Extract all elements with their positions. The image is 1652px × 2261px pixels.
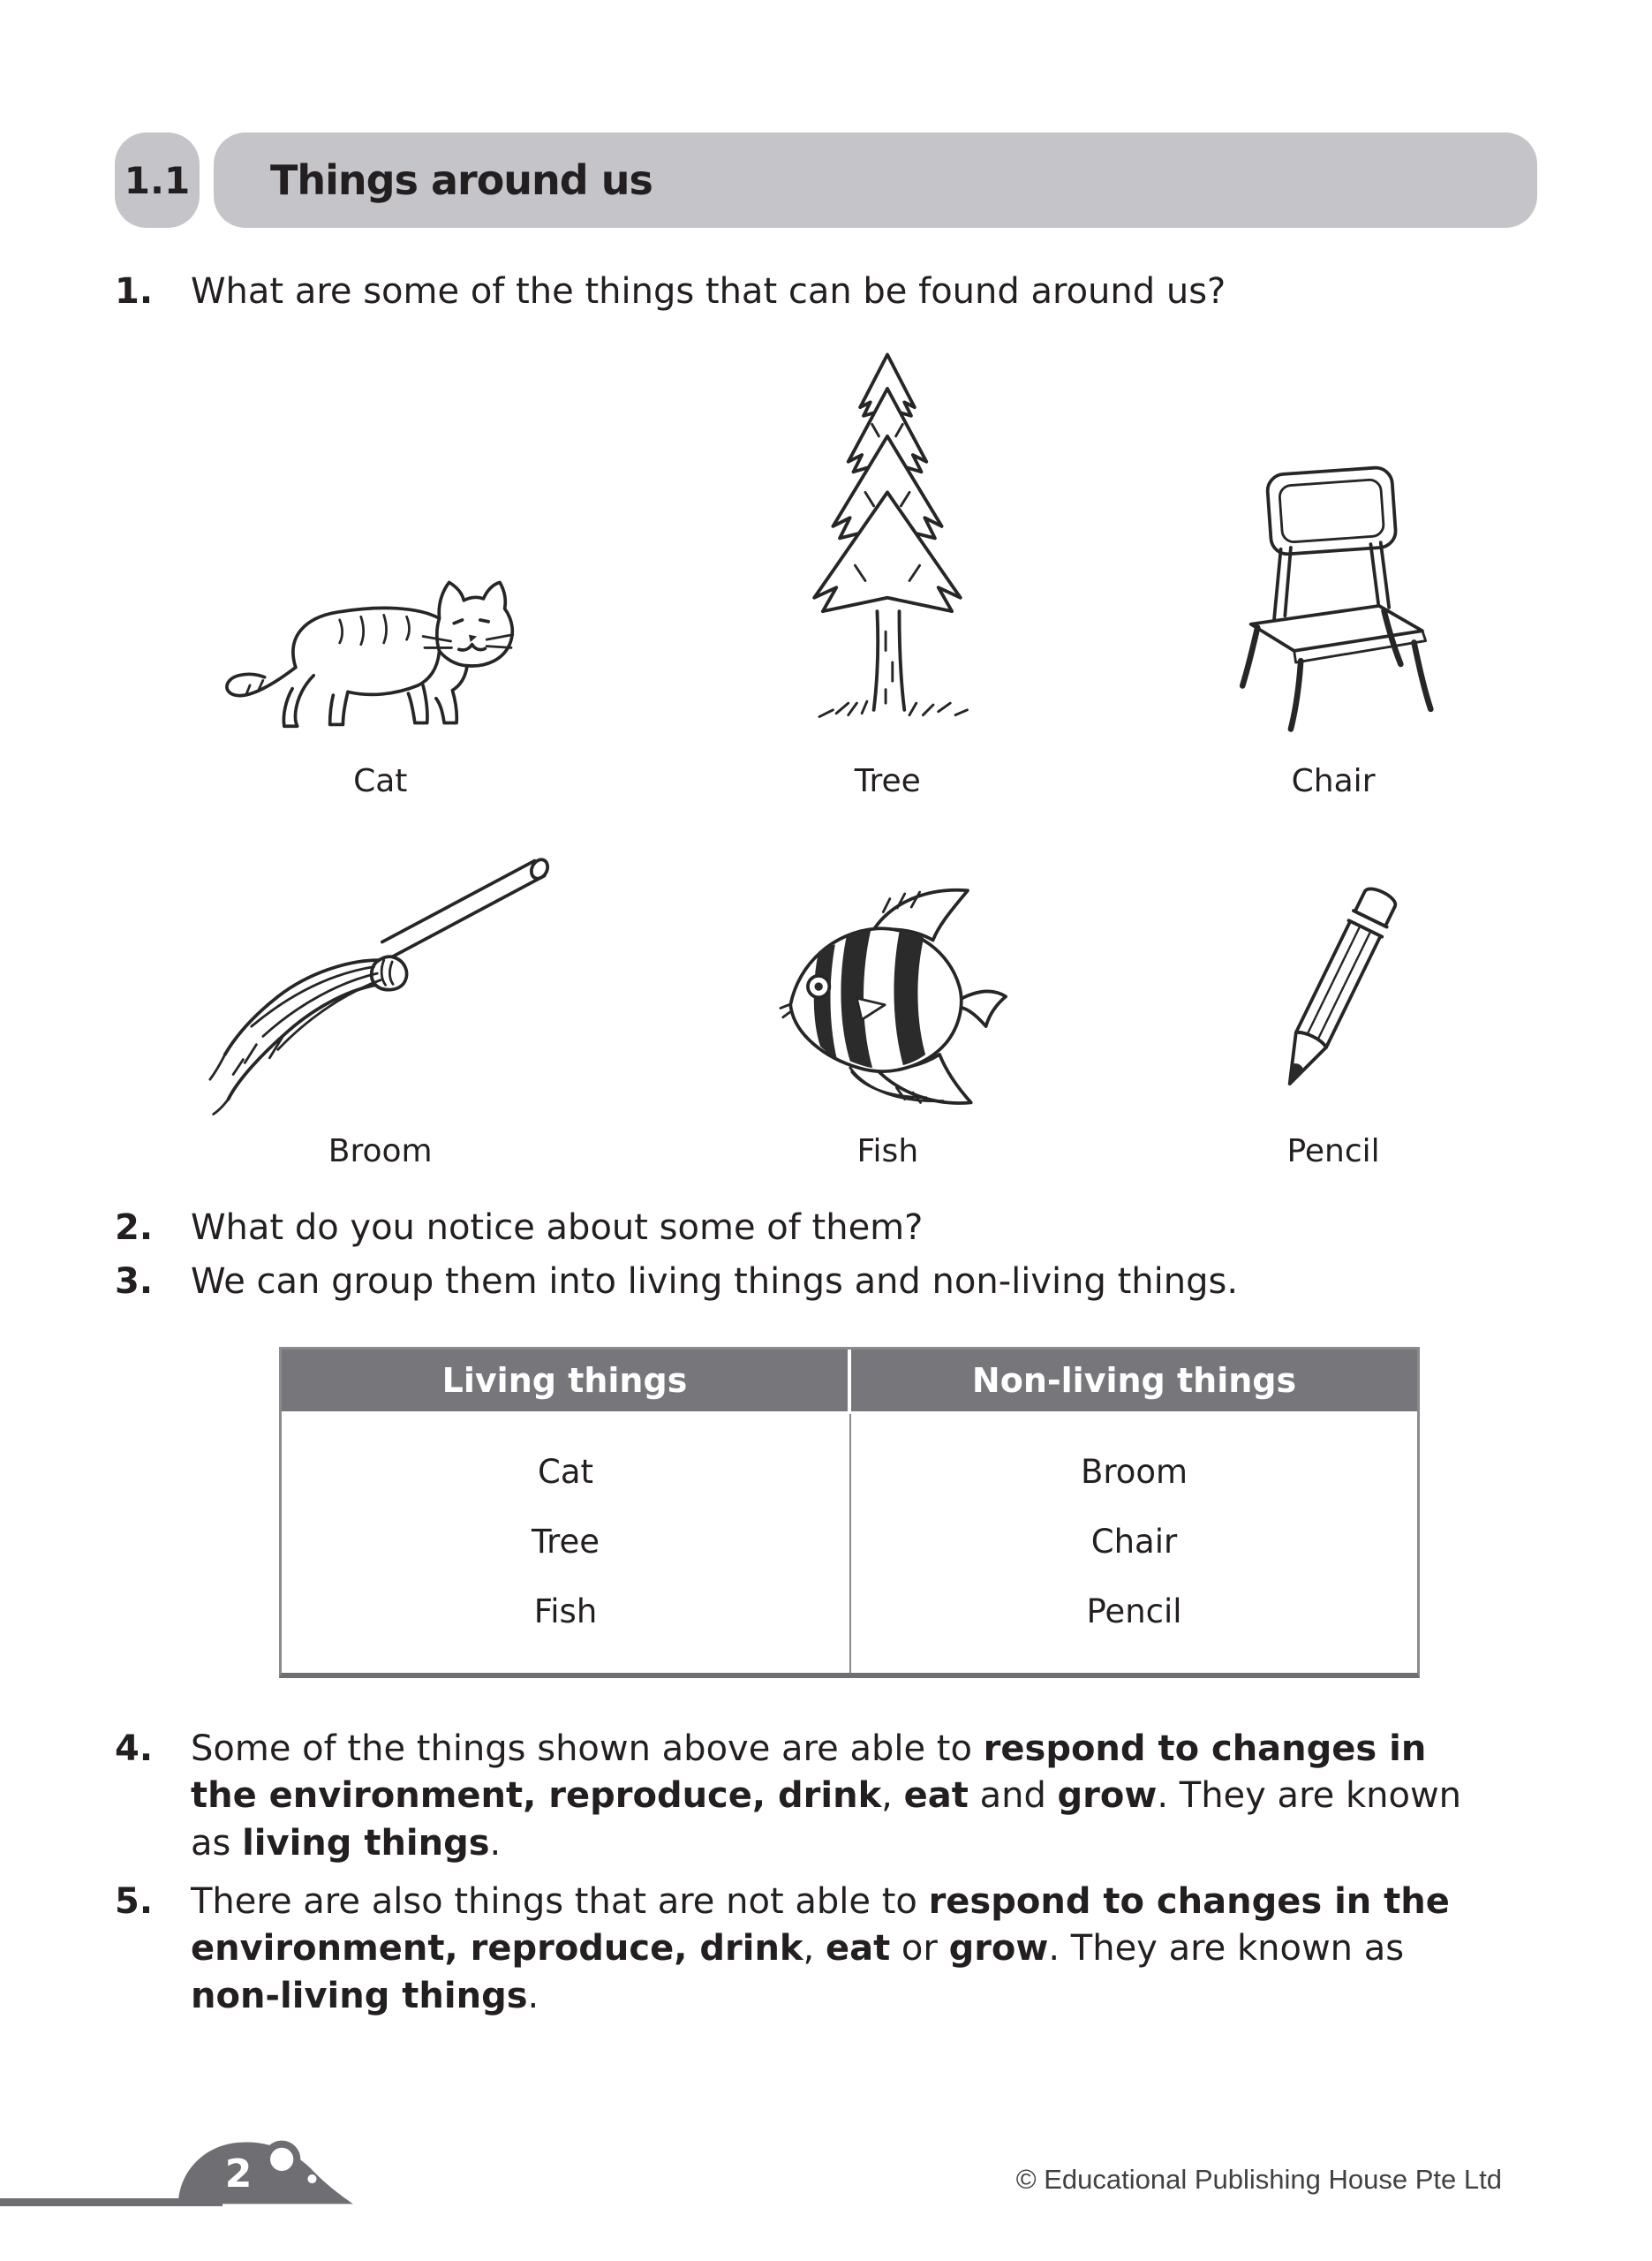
broom-label: Broom bbox=[328, 1132, 433, 1169]
classification-table bbox=[279, 1347, 1420, 1678]
table-cell: Cat bbox=[537, 1452, 593, 1491]
question-5-text: There are also things that are not able to respond to changes in the environment, reproduce, drink, eat or grow. They are known as non-living things. bbox=[191, 1880, 1450, 2016]
tree-label: Tree bbox=[854, 762, 921, 799]
figures-row-1 bbox=[115, 343, 1537, 799]
cat-figure bbox=[115, 343, 645, 799]
table-header-living: Living things bbox=[282, 1350, 848, 1411]
table-cell: Pencil bbox=[1086, 1592, 1182, 1630]
question-3-number: 3. bbox=[115, 1261, 154, 1303]
table-cell: Chair bbox=[1090, 1522, 1178, 1561]
fish-illustration bbox=[751, 881, 1024, 1121]
question-1 bbox=[115, 268, 1537, 316]
broom-figure bbox=[115, 856, 645, 1169]
page-number: 2 bbox=[224, 2151, 253, 2197]
section-title-bar bbox=[214, 132, 1537, 228]
question-1-text: What are some of the things that can be found around us? bbox=[191, 271, 1226, 312]
question-4-text: Some of the things shown above are able to respond to changes in the environment, reproduce, drink, eat and grow. They are known as living things. bbox=[191, 1728, 1462, 1864]
table-header-nonliving: Non-living things bbox=[851, 1350, 1417, 1411]
section-number: 1.1 bbox=[124, 158, 191, 202]
question-5-number: 5. bbox=[115, 1880, 154, 1922]
question-2-number: 2. bbox=[115, 1206, 154, 1248]
mouse-icon bbox=[173, 2136, 360, 2208]
cat-illustration bbox=[217, 543, 544, 751]
cat-label: Cat bbox=[353, 762, 408, 799]
pencil-label: Pencil bbox=[1286, 1132, 1380, 1169]
chair-label: Chair bbox=[1291, 762, 1376, 799]
question-3-text: We can group them into living things and non-living things. bbox=[191, 1261, 1239, 1303]
section-number-badge bbox=[115, 132, 200, 228]
table-body bbox=[282, 1411, 1417, 1673]
tree-figure bbox=[645, 343, 1129, 799]
table-column-nonliving bbox=[849, 1414, 1417, 1673]
table-column-living bbox=[282, 1414, 849, 1673]
copyright-text: © Educational Publishing House Pte Ltd bbox=[1015, 2164, 1502, 2195]
table-cell: Tree bbox=[531, 1522, 600, 1561]
figures-row-2 bbox=[115, 856, 1537, 1169]
question-4 bbox=[115, 1726, 1537, 1868]
question-2-text: What do you notice about some of them? bbox=[191, 1206, 924, 1248]
section-title: Things around us bbox=[270, 156, 653, 204]
table-header-row bbox=[282, 1350, 1417, 1411]
pencil-figure bbox=[1129, 856, 1537, 1169]
page-number-mouse-badge bbox=[173, 2136, 360, 2208]
broom-illustration bbox=[204, 856, 557, 1121]
tree-illustration bbox=[759, 343, 1015, 751]
question-1-number: 1. bbox=[115, 271, 154, 312]
question-3 bbox=[115, 1259, 1537, 1306]
chair-figure bbox=[1129, 343, 1537, 799]
fish-figure bbox=[645, 856, 1129, 1169]
section-header bbox=[115, 132, 1537, 228]
question-2 bbox=[115, 1205, 1537, 1252]
table-cell: Fish bbox=[533, 1592, 598, 1630]
table-cell: Broom bbox=[1080, 1452, 1188, 1491]
fish-label: Fish bbox=[856, 1132, 919, 1169]
chair-illustration bbox=[1201, 459, 1466, 751]
pencil-illustration bbox=[1236, 868, 1430, 1121]
question-5 bbox=[115, 1879, 1537, 2021]
question-4-number: 4. bbox=[115, 1728, 154, 1769]
